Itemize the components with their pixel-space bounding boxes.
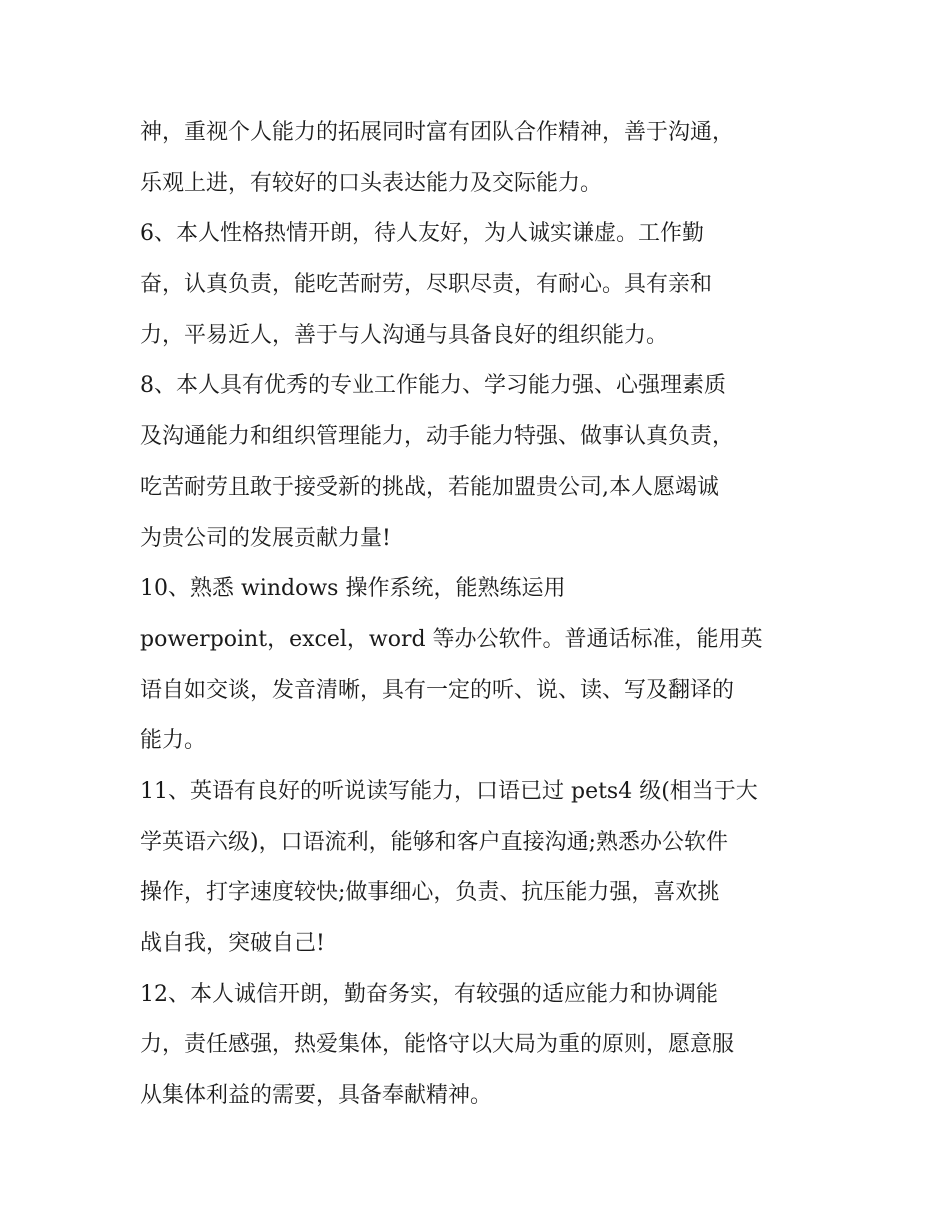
text-line: 能力。 [140,728,207,754]
text-line: 语自如交谈，发音清晰，具有一定的听、说、读、写及翻译的 [140,677,735,703]
text-line: 乐观上进，有较好的口头表达能力及交际能力。 [140,170,603,196]
text-line: 11、英语有良好的听说读写能力，口语已过 pets4 级(相当于大 [140,778,758,804]
text-line: 吃苦耐劳且敢于接受新的挑战，若能加盟贵公司,本人愿竭诚 [140,474,719,500]
text-line: 力，责任感强，热爱集体，能恪守以大局为重的原则，愿意服 [140,1032,735,1058]
text-line: 为贵公司的发展贡献力量! [140,525,391,551]
text-line: 奋，认真负责，能吃苦耐劳，尽职尽责，有耐心。具有亲和 [140,272,713,298]
text-line: 从集体利益的需要，具备奉献精神。 [140,1083,493,1109]
text-line: 10、熟悉 windows 操作系统，能熟练运用 [140,576,566,602]
text-line: 6、本人性格热情开朗，待人友好，为人诚实谦虚。工作勤 [140,221,704,247]
text-line: 12、本人诚信开朗，勤奋务实，有较强的适应能力和协调能 [140,981,718,1007]
text-line: 学英语六级)，口语流利，能够和客户直接沟通;熟悉办公软件 [140,829,728,855]
text-line: 战自我，突破自己! [140,931,325,956]
text-line: 及沟通能力和组织管理能力，动手能力特强、做事认真负责， [140,424,735,450]
text-line: 8、本人具有优秀的专业工作能力、学习能力强、心强理素质 [140,373,726,399]
text-line: 神，重视个人能力的拓展同时富有团队合作精神，善于沟通， [140,120,735,145]
text-line: 力，平易近人，善于与人沟通与具备良好的组织能力。 [140,322,669,348]
text-line: 操作，打字速度较快;做事细心，负责、抗压能力强，喜欢挑 [140,880,720,906]
text-line: powerpoint，excel，word 等办公软件。普通话标准，能用英 [140,626,763,652]
document-body [140,108,820,1122]
